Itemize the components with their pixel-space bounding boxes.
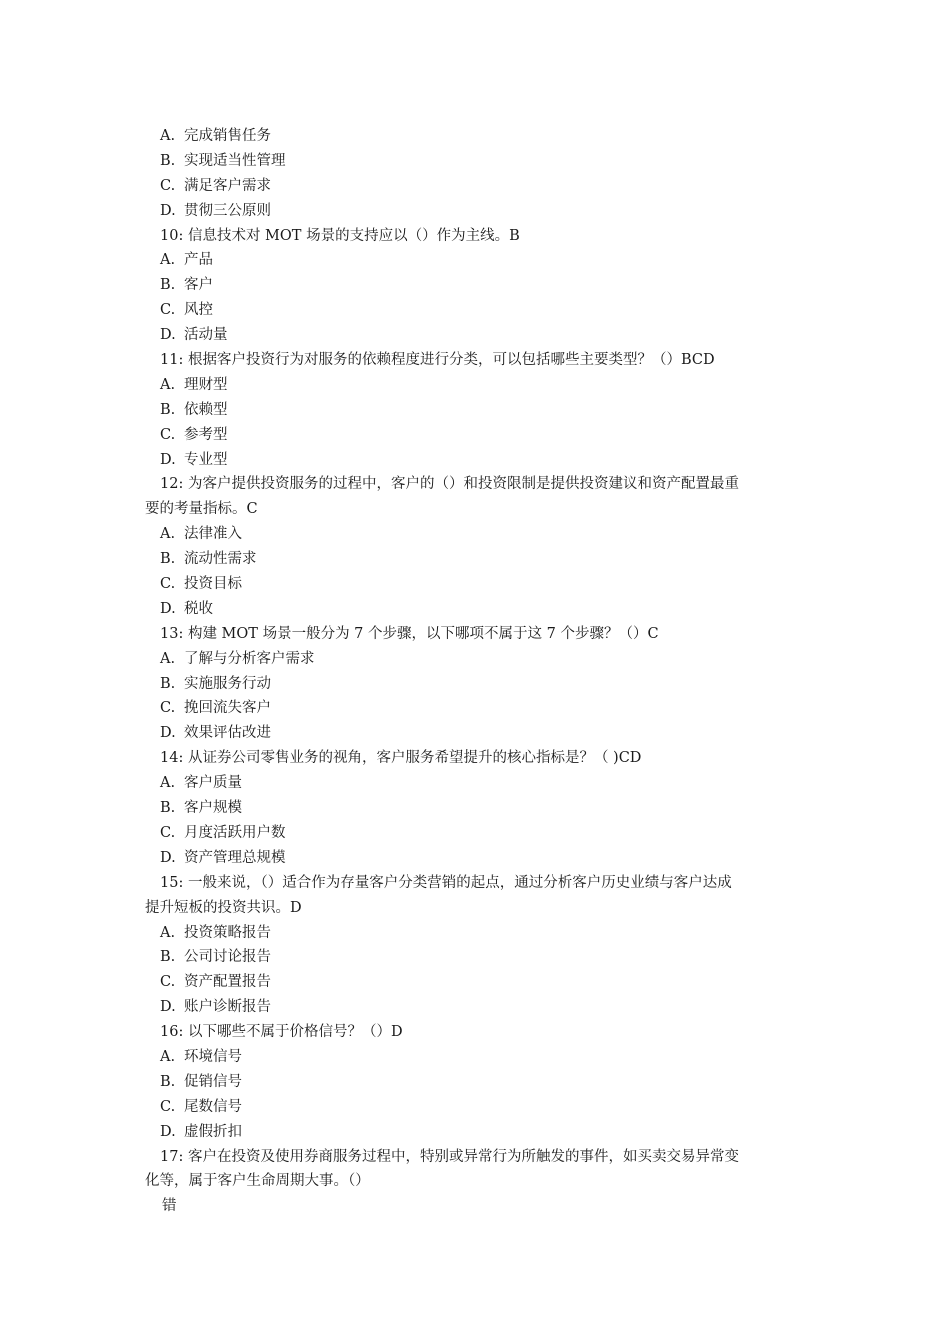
option-line xyxy=(0,696,950,721)
option-line xyxy=(0,647,950,672)
option-line xyxy=(0,373,950,398)
line-text: 14: 从证券公司零售业务的视角，客户服务希望提升的核心指标是？（ )CD xyxy=(160,750,642,767)
option-line xyxy=(0,945,950,970)
option-line xyxy=(0,248,950,273)
option-line xyxy=(0,721,950,746)
option-line xyxy=(0,1120,950,1145)
option-text: 促销信号 xyxy=(184,1073,242,1090)
option-text: 参考型 xyxy=(184,426,228,443)
option-letter: C. xyxy=(160,700,176,717)
option-letter: A. xyxy=(160,252,176,269)
option-text: 资产配置报告 xyxy=(184,974,271,991)
option-text: 满足客户需求 xyxy=(184,177,271,194)
option-text: 挽回流失客户 xyxy=(184,700,271,717)
question-line xyxy=(0,1145,950,1170)
option-text: 产品 xyxy=(184,252,213,269)
option-line xyxy=(0,448,950,473)
option-line xyxy=(0,522,950,547)
option-line xyxy=(0,1045,950,1070)
option-text: 客户质量 xyxy=(184,775,242,792)
line-text: 15: 一般来说，（）适合作为存量客户分类营销的起点，通过分析客户历史业绩与客户达成 xyxy=(160,874,732,891)
option-text: 活动量 xyxy=(184,327,228,344)
option-line xyxy=(0,199,950,224)
option-letter: C. xyxy=(160,302,176,319)
option-letter: C. xyxy=(160,974,176,991)
option-text: 实施服务行动 xyxy=(184,675,271,692)
line-text: 13: 构建 MOT 场景一般分为 7 个步骤，以下哪项不属于这 7 个步骤？（）C xyxy=(160,625,659,642)
line-text: 11: 根据客户投资行为对服务的依赖程度进行分类，可以包括哪些主要类型？（）BCD xyxy=(160,352,715,369)
question-line xyxy=(0,1020,950,1045)
option-text: 月度活跃用户数 xyxy=(184,824,286,841)
option-letter: C. xyxy=(160,1098,176,1115)
option-text: 客户规模 xyxy=(184,800,242,817)
option-line xyxy=(0,323,950,348)
option-text: 资产管理总规模 xyxy=(184,849,286,866)
option-letter: A. xyxy=(160,924,176,941)
option-letter: D. xyxy=(160,327,176,344)
option-line xyxy=(0,821,950,846)
option-text: 尾数信号 xyxy=(184,1098,242,1115)
option-line xyxy=(0,771,950,796)
line-text: 10: 信息技术对 MOT 场景的支持应以（）作为主线。B xyxy=(160,227,520,244)
option-letter: B. xyxy=(160,675,176,692)
line-text: 提升短板的投资共识。D xyxy=(145,899,302,916)
line-text: 17: 客户在投资及使用券商服务过程中，特别或异常行为所触发的事件，如买卖交易异常变 xyxy=(160,1148,739,1165)
option-text: 效果评估改进 xyxy=(184,725,271,742)
option-line xyxy=(0,995,950,1020)
option-text: 实现适当性管理 xyxy=(184,152,286,169)
option-letter: A. xyxy=(160,650,176,667)
option-text: 流动性需求 xyxy=(184,551,257,568)
option-line xyxy=(0,273,950,298)
option-line xyxy=(0,547,950,572)
option-text: 专业型 xyxy=(184,451,228,468)
question-line xyxy=(0,746,950,771)
line-text: 化等，属于客户生命周期大事。（） xyxy=(145,1173,370,1190)
option-letter: A. xyxy=(160,526,176,543)
option-letter: D. xyxy=(160,999,176,1016)
option-text: 税收 xyxy=(184,600,213,617)
option-letter: A. xyxy=(160,1048,176,1065)
option-letter: B. xyxy=(160,1073,176,1090)
option-letter: B. xyxy=(160,152,176,169)
option-line xyxy=(0,846,950,871)
option-letter: A. xyxy=(160,376,176,393)
question-line xyxy=(0,871,950,896)
answer-line xyxy=(0,1194,950,1219)
option-letter: B. xyxy=(160,277,176,294)
option-text: 环境信号 xyxy=(184,1048,242,1065)
option-text: 客户 xyxy=(184,277,213,294)
option-letter: D. xyxy=(160,849,176,866)
option-letter: D. xyxy=(160,202,176,219)
option-text: 虚假折扣 xyxy=(184,1123,242,1140)
option-text: 了解与分析客户需求 xyxy=(184,650,315,667)
question-line xyxy=(0,348,950,373)
option-line xyxy=(0,597,950,622)
option-text: 账户诊断报告 xyxy=(184,999,271,1016)
question-continuation xyxy=(0,896,950,921)
option-line xyxy=(0,796,950,821)
option-letter: C. xyxy=(160,426,176,443)
question-continuation xyxy=(0,497,950,522)
option-line xyxy=(0,1070,950,1095)
option-text: 投资目标 xyxy=(184,576,242,593)
question-line xyxy=(0,224,950,249)
option-letter: B. xyxy=(160,401,176,418)
option-line xyxy=(0,921,950,946)
option-text: 法律准入 xyxy=(184,526,242,543)
option-text: 完成销售任务 xyxy=(184,128,271,144)
option-text: 公司讨论报告 xyxy=(184,949,271,966)
option-letter: D. xyxy=(160,451,176,468)
question-continuation xyxy=(0,1169,950,1194)
option-line xyxy=(0,672,950,697)
option-text: 理财型 xyxy=(184,376,228,393)
option-line xyxy=(0,572,950,597)
option-line xyxy=(0,1095,950,1120)
option-line xyxy=(0,298,950,323)
line-text: 16: 以下哪些不属于价格信号？（）D xyxy=(160,1024,403,1041)
option-letter: B. xyxy=(160,800,176,817)
option-line xyxy=(0,423,950,448)
option-line xyxy=(0,398,950,423)
line-text: 错 xyxy=(162,1198,177,1215)
option-letter: C. xyxy=(160,177,176,194)
option-text: 风控 xyxy=(184,302,213,319)
option-line xyxy=(0,174,950,199)
question-line xyxy=(0,622,950,647)
option-line xyxy=(0,124,950,149)
option-letter: A. xyxy=(160,128,176,144)
document-body xyxy=(0,124,950,1219)
line-text: 12: 为客户提供投资服务的过程中，客户的（）和投资限制是提供投资建议和资产配置最重 xyxy=(160,476,739,493)
option-letter: C. xyxy=(160,576,176,593)
option-text: 投资策略报告 xyxy=(184,924,271,941)
option-letter: D. xyxy=(160,600,176,617)
option-text: 依赖型 xyxy=(184,401,228,418)
option-text: 贯彻三公原则 xyxy=(184,202,271,219)
option-line xyxy=(0,149,950,174)
option-letter: B. xyxy=(160,949,176,966)
option-letter: C. xyxy=(160,824,176,841)
option-letter: B. xyxy=(160,551,176,568)
option-letter: D. xyxy=(160,1123,176,1140)
option-letter: D. xyxy=(160,725,176,742)
line-text: 要的考量指标。C xyxy=(145,501,258,518)
option-line xyxy=(0,970,950,995)
question-line xyxy=(0,472,950,497)
option-letter: A. xyxy=(160,775,176,792)
